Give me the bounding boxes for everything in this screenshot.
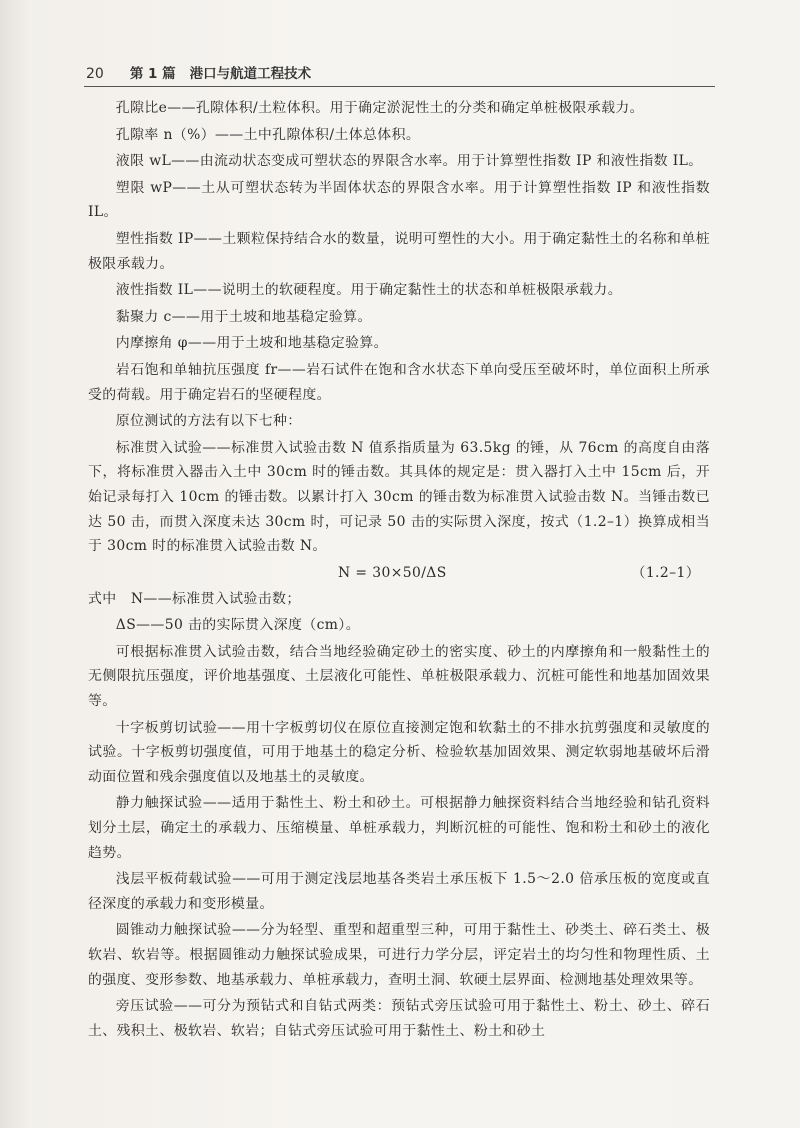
paragraph-rock-strength: 岩石饱和单轴抗压强度 fr——岩石试件在饱和含水状态下单向受压至破坏时，单位面积上所承受的荷载。用于确定岩石的坚硬程度。 [88,361,710,403]
paragraph-cpt: 静力触探试验——适用于黏性土、粉土和砂土。可根据静力触探资料结合当地经验和钻孔资料划分土层，确定土的承载力、压缩模量、单桩承载力，判断沉桩的可能性、饱和粉土和砂土的液化趋势。 [88,795,710,861]
formula-expression: N = 30×50/ΔS [338,564,447,581]
header-rule [84,86,715,87]
paragraph-pressuremeter: 旁压试验——可分为预钻式和自钻式两类：预钻式旁压试验可用于黏性土、粉土、砂土、碎石土、残积土、极软岩、软岩；自钻式旁压试验可用于黏性土、粉土和砂土 [88,998,710,1039]
paragraph-plastic-limit: 塑限 wP——土从可塑状态转为半固体状态的界限含水率。用于计算塑性指数 IP 和液性指数 IL。 [88,179,710,221]
page-gutter-shadow [0,0,30,1128]
paragraph-plasticity-index: 塑性指数 IP——土颗粒保持结合水的数量，说明可塑性的大小。用于确定黏性土的名称和单桩极限承载力。 [88,230,710,272]
paragraph-spt: 标准贯入试验——标准贯入试验击数 N 值系指质量为 63.5kg 的锤，从 76cm 的高度自由落下，将标准贯入器击入土中 30cm 时的锤击数。其具体的规定是：贯入器打入土中 15cm 后，开始记录每打入 10cm 的锤击数。以累计打入 30cm 的锤击数为标准贯入试验击数 N。当锤击数已达 50 击，而贯入深度未达 30cm 时，可记录 50 击的实际贯入深度，按式（1.2–1）换算成相当于 30cm 时的标准贯入试验击数 N。 [88,439,710,555]
formula-1-2-1 [88,561,710,585]
paragraph-liquid-limit: 液限 wL——由流动状态变成可塑状态的界限含水率。用于计算塑性指数 IP 和液性指数 IL。 [115,153,703,170]
running-header [86,62,311,82]
paragraph-vane-shear: 十字板剪切试验——用十字板剪切仪在原位直接测定饱和软黏土的不排水抗剪强度和灵敏度的试验。十字板剪切强度值，可用于地基土的稳定分析、检验软基加固效果、测定软弱地基破坏后滑动面位置和残余强度值以及地基土的灵敏度。 [88,719,710,785]
part-label: 第 1 篇 [129,66,176,82]
body-text [88,96,710,1045]
paragraph-plate-load: 浅层平板荷载试验——可用于测定浅层地基各类岩土承压板下 1.5～2.0 倍承压板的宽度或直径深度的承载力和变形模量。 [88,871,710,912]
paragraph-void-ratio: 孔隙比e——孔隙体积/土粒体积。用于确定淤泥性土的分类和确定单桩极限承载力。 [115,100,644,116]
paragraph-dcpt: 圆锥动力触探试验——分为轻型、重型和超重型三种，可用于黏性土、砂类土、碎石类土、极软岩、软岩等。根据圆锥动力触探试验成果，可进行力学分层，评定岩土的均匀性和物理性质、土的强度、变形参数、地基承载力、单桩承载力，查明土洞、软硬土层界面、检测地基处理效果等。 [88,922,710,988]
page-number: 20 [86,66,104,82]
paragraph-spt-usage: 可根据标准贯入试验击数，结合当地经验确定砂土的密实度、砂土的内摩擦角和一般黏性土的无侧限抗压强度，评价地基强度、土层液化可能性、单桩极限承载力、沉桩可能性和地基加固效果等。 [88,643,710,710]
formula-number: （1.2–1） [631,564,700,581]
paragraph-friction-angle: 内摩擦角 φ——用于土坡和地基稳定验算。 [115,335,388,352]
where-line-delta-s: ΔS——50 击的实际贯入深度（cm）。 [115,617,361,634]
paragraph-in-situ-intro: 原位测试的方法有以下七种： [115,413,302,430]
paragraph-liquidity-index: 液性指数 IL——说明土的软硬程度。用于确定黏性土的状态和单桩极限承载力。 [115,282,623,299]
paragraph-cohesion: 黏聚力 c——用于土坡和地基稳定验算。 [115,308,372,325]
chapter-title: 港口与航道工程技术 [189,66,312,82]
paragraph-porosity: 孔隙率 n（%）——土中孔隙体积/土体总体积。 [115,126,421,143]
where-line-n: 式中 N——标准贯入试验击数； [88,590,301,607]
